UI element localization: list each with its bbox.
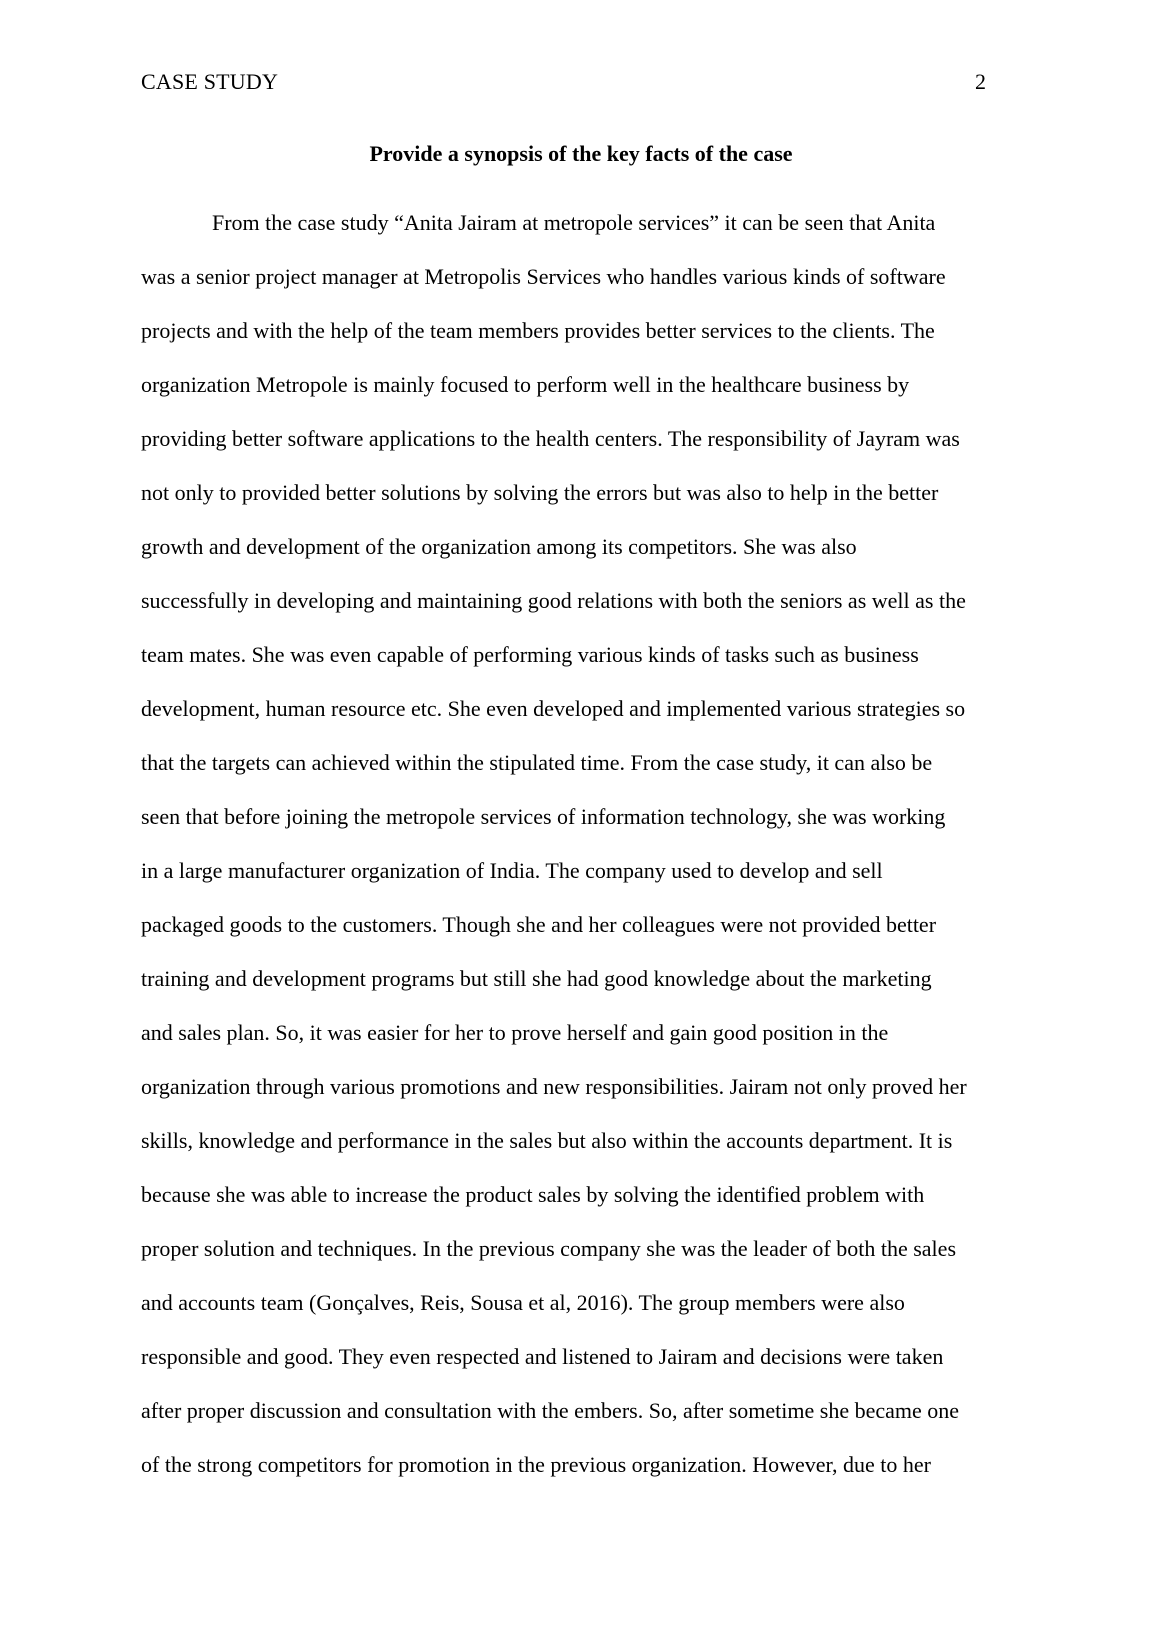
paragraph-line: From the case study “Anita Jairam at metropole services” it can be seen that Anita (212, 210, 936, 235)
paragraph-line: was a senior project manager at Metropolis Services who handles various kinds of software (141, 264, 946, 289)
paragraph-line: training and development programs but still she had good knowledge about the marketing (141, 966, 932, 991)
page-number: 2 (975, 69, 986, 94)
paragraph-line: because she was able to increase the product sales by solving the identified problem with (141, 1182, 925, 1207)
paragraph-line: development, human resource etc. She even developed and implemented various strategies so (141, 696, 966, 721)
paragraph-line: after proper discussion and consultation with the embers. So, after sometime she became one (141, 1398, 960, 1423)
paragraph-line: not only to provided better solutions by solving the errors but was also to help in the better (141, 480, 939, 505)
paragraph-line: projects and with the help of the team members provides better services to the clients. The (141, 318, 935, 343)
paragraph-line: skills, knowledge and performance in the sales but also within the accounts department. It is (141, 1128, 953, 1153)
paragraph-line: organization Metropole is mainly focused to perform well in the healthcare business by (141, 372, 910, 397)
running-head: CASE STUDY (141, 69, 279, 94)
paragraph-line: team mates. She was even capable of performing various kinds of tasks such as business (141, 642, 919, 667)
paragraph-line: organization through various promotions and new responsibilities. Jairam not only proved her (141, 1074, 967, 1099)
paragraph-line: in a large manufacturer organization of India. The company used to develop and sell (141, 858, 883, 883)
paragraph-line: that the targets can achieved within the stipulated time. From the case study, it can also be (141, 750, 933, 775)
paragraph-line: growth and development of the organization among its competitors. She was also (141, 534, 857, 559)
paragraph-line: and accounts team (Gonçalves, Reis, Sousa et al, 2016). The group members were also (141, 1290, 905, 1315)
paragraph-line: of the strong competitors for promotion in the previous organization. However, due to her (141, 1452, 931, 1477)
paragraph-line: responsible and good. They even respected and listened to Jairam and decisions were taken (141, 1344, 944, 1369)
paragraph-line: seen that before joining the metropole services of information technology, she was working (141, 804, 946, 829)
paragraph-line: packaged goods to the customers. Though she and her colleagues were not provided better (141, 912, 937, 937)
paragraph-line: and sales plan. So, it was easier for her to prove herself and gain good position in the (141, 1020, 889, 1045)
section-heading: Provide a synopsis of the key facts of the case (369, 141, 793, 166)
paragraph-line: proper solution and techniques. In the previous company she was the leader of both the sales (141, 1236, 956, 1261)
paragraph-line: providing better software applications to the health centers. The responsibility of Jayram was (141, 426, 960, 451)
body-paragraph (141, 196, 1041, 1492)
paragraph-line: successfully in developing and maintaining good relations with both the seniors as well as the (141, 588, 966, 613)
